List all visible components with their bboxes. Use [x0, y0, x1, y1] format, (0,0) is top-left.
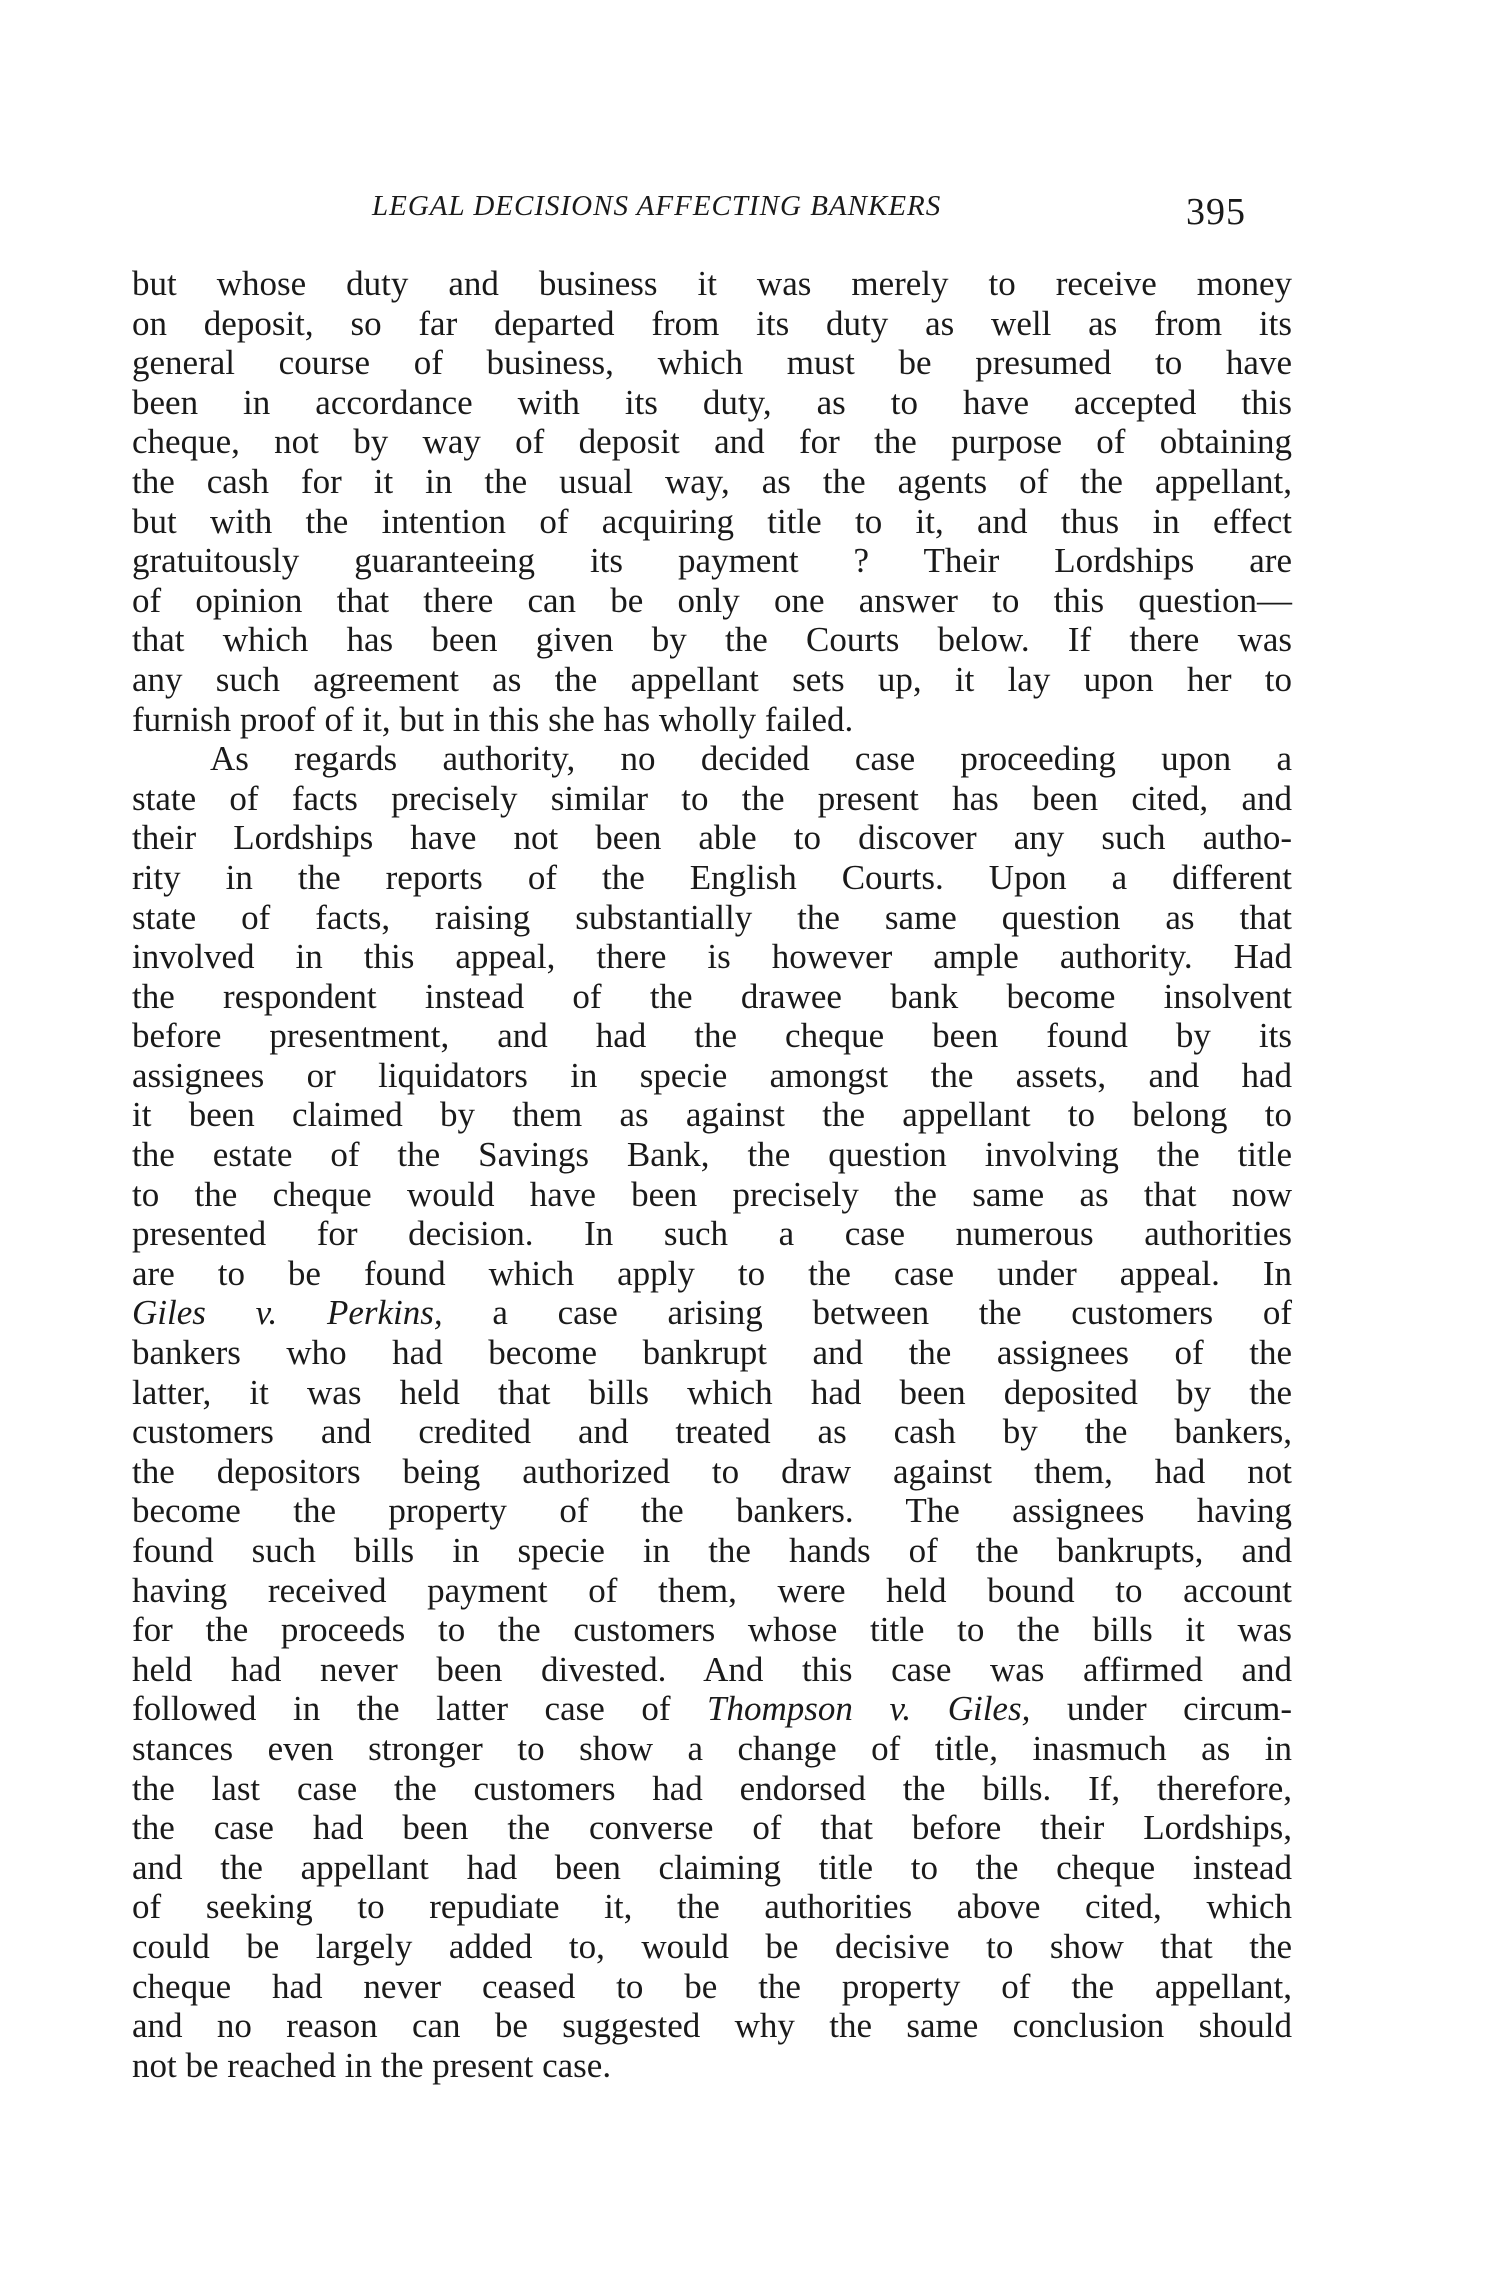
text-line: before presentment, and had the cheque been found by its [132, 1016, 1292, 1056]
text-line: state of facts, raising substantially the same question as that [132, 897, 1292, 937]
text-line: the case had been the converse of that before their Lordships, [132, 1808, 1292, 1848]
text-line: are to be found which apply to the case under appeal. In [132, 1253, 1292, 1293]
text-line: state of facts precisely similar to the present has been cited, and [132, 778, 1292, 818]
text-line: assignees or liquidators in specie amongst the assets, and had [132, 1055, 1292, 1095]
text-line: but whose duty and business it was merely to receive money [132, 264, 1292, 303]
text-line: and no reason can be suggested why the same conclusion should [132, 2006, 1292, 2046]
text-line: Giles v. Perkins, a case arising between the customers of [132, 1293, 1293, 1333]
text-line: for the proceeds to the customers whose title to the bills it was [132, 1610, 1292, 1650]
text-line: of seeking to repudiate it, the authorities above cited, which [132, 1887, 1292, 1927]
text-line: that which has been given by the Courts below. If there was [132, 620, 1292, 660]
text-line: having received payment of them, were held bound to account [132, 1570, 1292, 1610]
text-line: furnish proof of it, but in this she has wholly failed. [132, 699, 854, 739]
text-line: customers and credited and treated as cash by the bankers, [132, 1412, 1292, 1452]
text-line: could be largely added to, would be decisive to show that the [132, 1926, 1292, 1966]
text-line: the estate of the Savings Bank, the question involving the title [132, 1135, 1292, 1175]
text-line: followed in the latter case of Thompson v. Giles, under circum- [132, 1689, 1292, 1729]
text-line: to the cheque would have been precisely the same as that now [132, 1174, 1292, 1214]
text-line: their Lordships have not been able to discover any such autho- [132, 818, 1292, 858]
text-line: found such bills in specie in the hands of the bankrupts, and [132, 1531, 1292, 1570]
text-line: it been claimed by them as against the appellant to belong to [132, 1095, 1292, 1135]
text-line: As regards authority, no decided case proceeding upon a [210, 739, 1292, 779]
text-line: been in accordance with its duty, as to have accepted this [132, 382, 1292, 422]
text-line: stances even stronger to show a change of title, inasmuch as in [132, 1728, 1292, 1768]
text-line: the last case the customers had endorsed the bills. If, therefore, [132, 1768, 1292, 1808]
text-line: gratuitously guaranteeing its payment ? Their Lordships are [132, 541, 1292, 581]
case-citation: Giles v. Perkins, [132, 1293, 443, 1333]
case-citation: Thompson v. Giles, [707, 1689, 1031, 1729]
text-line: and the appellant had been claiming title to the cheque instead [132, 1847, 1292, 1887]
body-text [132, 264, 1292, 2085]
text-line: the cash for it in the usual way, as the agents of the appellant, [132, 461, 1292, 501]
text-line: become the property of the bankers. The assignees having [132, 1491, 1292, 1531]
text-line: cheque, not by way of deposit and for the purpose of obtaining [132, 422, 1292, 462]
text-line: the respondent instead of the drawee bank become insolvent [132, 976, 1292, 1016]
text-line: held had never been divested. And this case was affirmed and [132, 1649, 1292, 1689]
text-line: bankers who had become bankrupt and the assignees of the [132, 1333, 1292, 1373]
text-line: cheque had never ceased to be the property of the appellant, [132, 1966, 1292, 2006]
text-line: not be reached in the present case. [132, 2045, 612, 2085]
text-line: latter, it was held that bills which had been deposited by the [132, 1372, 1292, 1412]
page-number: 395 [1186, 191, 1246, 233]
text-line: any such agreement as the appellant sets up, it lay upon her to [132, 659, 1292, 699]
running-head: LEGAL DECISIONS AFFECTING BANKERS [372, 190, 942, 222]
text-line: rity in the reports of the English Courts. Upon a different [132, 857, 1292, 897]
text-line: of opinion that there can be only one answer to this question— [132, 580, 1292, 620]
text-line: the depositors being authorized to draw against them, had not [132, 1451, 1292, 1491]
text-line: involved in this appeal, there is however ample authority. Had [132, 937, 1292, 977]
text-line: general course of business, which must be presumed to have [132, 343, 1292, 383]
text-line: but with the intention of acquiring title to it, and thus in effect [132, 501, 1292, 541]
text-line: presented for decision. In such a case numerous authorities [132, 1214, 1292, 1254]
text-line: on deposit, so far departed from its duty as well as from its [132, 303, 1292, 343]
